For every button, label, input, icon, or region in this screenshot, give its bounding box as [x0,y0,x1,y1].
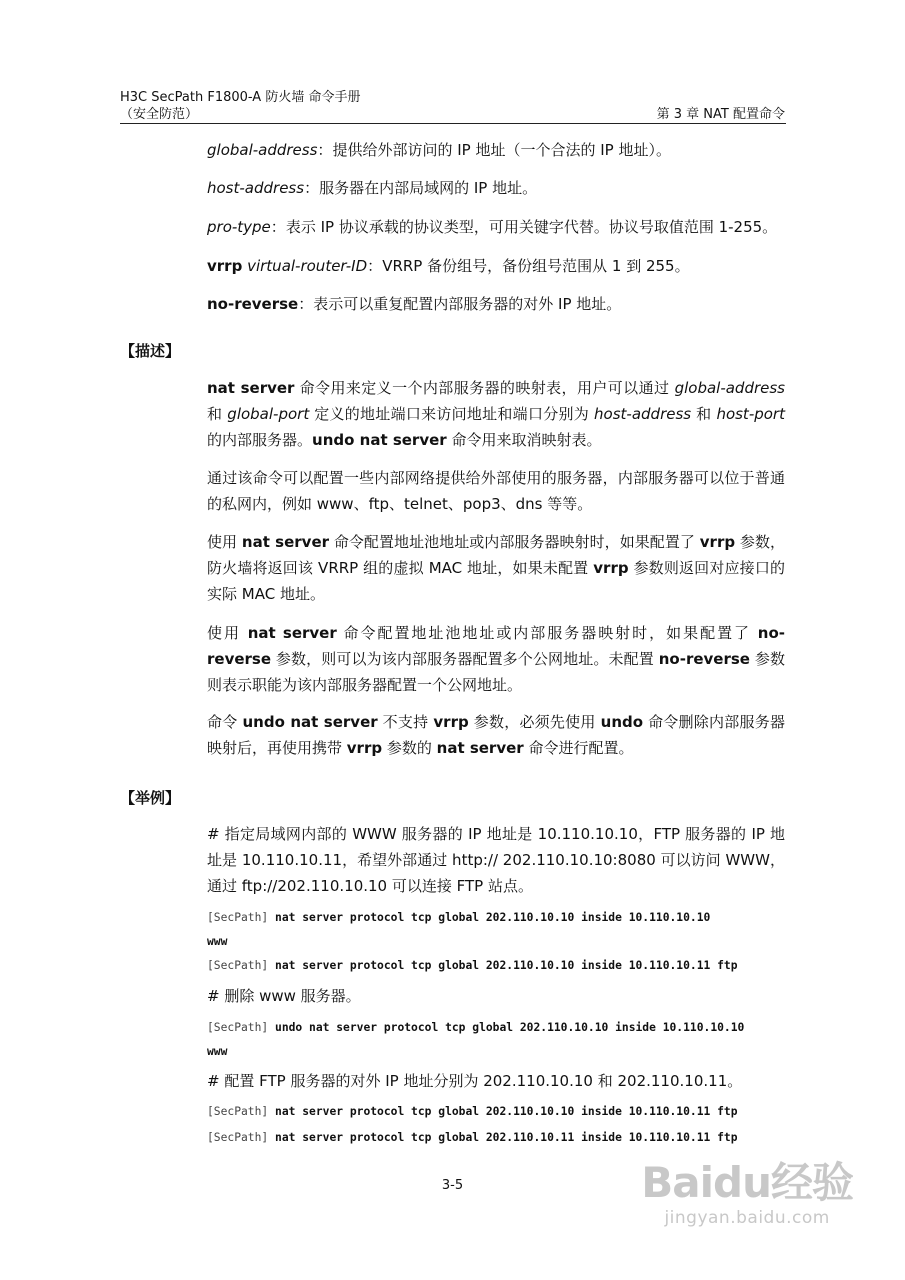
text: 不支持 [377,713,434,731]
param: global-address [674,379,785,397]
code-line [207,1016,787,1040]
param-global-address [207,137,785,163]
text: 参数则表示职能为该内部服务器配置一个公网地址。 [207,650,785,694]
text: 和 [691,405,717,423]
cli-command: www [207,935,228,948]
cli-prompt: [SecPath] [207,1131,269,1144]
cli-command: nat server protocol tcp global 202.110.10.10 inside 10.110.10.11 ftp [275,1105,738,1118]
param-no-reverse [207,291,785,317]
keyword: undo nat server [312,431,447,449]
watermark-logo: Baidu经验 [641,1158,853,1207]
cli-prompt: [SecPath] [207,911,269,924]
param-host-address [207,175,785,201]
code-line [207,1100,787,1124]
code-line [207,906,787,930]
param-sep: ： [270,218,286,236]
param-desc: 提供给外部访问的 IP 地址（一个合法的 IP 地址）。 [332,141,671,159]
keyword: vrrp [699,533,736,551]
param-pro-type [207,214,785,240]
text: 命令用来定义一个内部服务器的映射表，用户可以通过 [294,379,675,397]
baidu-watermark [641,1158,853,1228]
describe-paragraph-3 [207,529,785,607]
keyword: vrrp [433,713,469,731]
example-note-1: # 指定局域网内部的 WWW 服务器的 IP 地址是 10.110.10.10，FTP 服务器的 IP 地址是 10.110.10.11，希望外部通过 http:// 202.110.10.10:8080 可以访问 WWW，通过 ftp://202.110.10.10 可以连接 FTP 站点。 [207,825,785,895]
param-vrrp [207,253,785,279]
example-note-3: # 配置 FTP 服务器的对外 IP 地址分别为 202.110.10.10 和 202.110.10.11。 [207,1072,743,1090]
text: 的内部服务器。 [207,431,313,449]
param-sep: ： [367,257,383,275]
keyword: undo [600,713,644,731]
param-keyword: vrrp [207,257,243,275]
keyword: no-reverse [658,650,750,668]
section-example-heading: 【举例】 [120,789,181,807]
code-line [207,1040,787,1064]
param-sep: ： [304,179,320,197]
example-note-2: # 删除 www 服务器。 [207,987,361,1005]
code-line [207,930,787,954]
watermark-url: jingyan.baidu.com [664,1208,830,1228]
describe-paragraph-1 [207,375,785,453]
text: 命令用来取消映射表。 [446,431,602,449]
param-sep: ： [298,295,314,313]
keyword: nat server [241,533,330,551]
text: 参数的 [382,739,437,757]
keyword: nat server [207,379,295,397]
param: host-port [716,405,785,423]
keyword: vrrp [593,559,629,577]
cli-command: nat server protocol tcp global 202.110.10.10 inside 10.110.10.11 ftp [275,959,738,972]
section-describe-heading: 【描述】 [120,342,181,360]
text: 使用 [207,624,248,642]
param: global-port [227,405,310,423]
text: 参数，防火墙将返回该 VRRP 组的虚拟 MAC 地址，如果未配置 [207,533,785,577]
param-desc: 表示 IP 协议承载的协议类型，可用关键字代替。协议号取值范围 1-255。 [285,218,778,236]
cli-prompt: [SecPath] [207,959,269,972]
cli-command: undo nat server protocol tcp global 202.110.10.10 inside 10.110.10.10 [275,1021,745,1034]
cli-prompt: [SecPath] [207,1105,269,1118]
text: 命令配置地址池地址或内部服务器映射时，如果配置了 [329,533,700,551]
param-sep: ： [317,141,333,159]
param: host-address [594,405,692,423]
text: 命令删除内部服务器映射后，再使用携带 [207,713,785,757]
describe-paragraph-2: 通过该命令可以配置一些内部网络提供给外部使用的服务器，内部服务器可以位于普通的私网内，例如 www、ftp、telnet、pop3、dns 等等。 [207,469,785,513]
param-term: host-address [207,179,305,197]
cli-prompt: [SecPath] [207,1021,269,1034]
cli-command: www [207,1045,228,1058]
header-rule [120,123,786,124]
page-number: 3-5 [441,1178,464,1193]
param-desc: VRRP 备份组号，备份组号范围从 1 到 255。 [382,257,690,275]
header-subtitle: （安全防范） [120,107,199,122]
text: 参数，必须先使用 [468,713,601,731]
text: 命令进行配置。 [523,739,634,757]
keyword: nat server [436,739,524,757]
text: 和 [207,405,228,423]
text: 参数，则可以为该内部服务器配置多个公网地址。未配置 [271,650,659,668]
cli-command: nat server protocol tcp global 202.110.10.10 inside 10.110.10.10 [275,911,711,924]
cli-command: nat server protocol tcp global 202.110.10.11 inside 10.110.10.11 ftp [275,1131,738,1144]
header-chapter: 第 3 章 NAT 配置命令 [656,107,785,122]
keyword: no-reverse [207,624,785,668]
keyword: vrrp [346,739,383,757]
param-desc: 服务器在内部局域网的 IP 地址。 [319,179,538,197]
text: 定义的地址端口来访问地址和端口分别为 [309,405,595,423]
param-term: global-address [207,141,318,159]
param-term: virtual-router-ID [247,257,368,275]
keyword: nat server [247,624,337,642]
param-desc: 表示可以重复配置内部服务器的对外 IP 地址。 [313,295,622,313]
text: 参数则返回对应接口的实际 MAC 地址。 [207,559,785,603]
code-line [207,954,787,978]
text: 命令配置地址池地址或内部服务器映射时，如果配置了 [336,624,758,642]
text: 使用 [207,533,242,551]
describe-paragraph-4 [207,620,785,698]
code-line [207,1126,787,1150]
keyword: undo nat server [242,713,378,731]
param-keyword: no-reverse [207,295,299,313]
describe-paragraph-5 [207,709,785,761]
text: 命令 [207,713,243,731]
header-product: H3C SecPath F1800-A 防火墙 命令手册 [120,90,361,105]
param-term: pro-type [207,218,271,236]
